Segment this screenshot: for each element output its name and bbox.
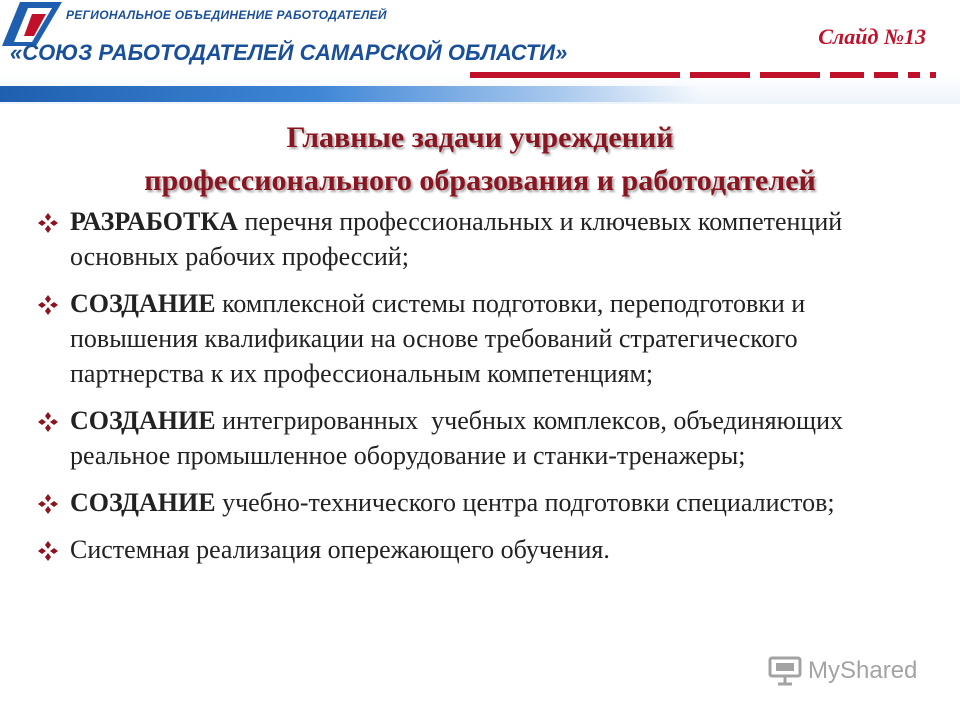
item-text: интегрированных учебных комплексов, объединяющих реальное промышленное оборудование и станки-тренажеры;	[70, 406, 850, 470]
watermark[interactable]	[768, 656, 917, 686]
diamond-bullet-icon	[38, 541, 58, 561]
diamond-bullet-icon	[38, 494, 58, 514]
list-item	[38, 485, 918, 520]
item-text: Системная реализация опережающего обучения.	[70, 535, 610, 564]
slide-number: Слайд №13	[818, 24, 926, 49]
org-subtitle: РЕГИОНАЛЬНОЕ ОБЪЕДИНЕНИЕ РАБОТОДАТЕЛЕЙ	[66, 8, 387, 22]
diamond-bullet-icon	[38, 295, 58, 315]
item-keyword: СОЗДАНИЕ	[70, 488, 216, 517]
org-title: «СОЮЗ РАБОТОДАТЕЛЕЙ САМАРСКОЙ ОБЛАСТИ»	[10, 40, 568, 65]
list-item	[38, 532, 918, 567]
item-text: учебно-технического центра подготовки специалистов;	[215, 488, 835, 517]
list-item	[38, 403, 918, 473]
item-text: комплексной системы подготовки, переподготовки и повышения квалификации на основе требований стратегического партнерства к их профессиональным компетенциям;	[70, 289, 806, 388]
diamond-bullet-icon	[38, 213, 58, 233]
slide-header	[0, 0, 960, 104]
heading-line-2: профессионального образования и работодателей	[144, 164, 816, 197]
item-text: перечня профессиональных и ключевых компетенций основных рабочих профессий;	[70, 207, 843, 271]
slide-heading	[0, 116, 960, 202]
item-keyword: СОЗДАНИЕ	[70, 406, 216, 435]
header-stripe	[0, 86, 700, 102]
item-keyword: РАЗРАБОТКА	[70, 207, 238, 236]
list-item	[38, 204, 918, 274]
heading-line-1: Главные задачи учреждений	[286, 121, 674, 154]
item-keyword: СОЗДАНИЕ	[70, 289, 216, 318]
watermark-text: MyShared	[808, 657, 918, 684]
header-red-dashes	[470, 72, 940, 80]
list-item	[38, 286, 918, 391]
presentation-icon	[768, 656, 802, 686]
task-list	[38, 204, 918, 579]
diamond-bullet-icon	[38, 412, 58, 432]
